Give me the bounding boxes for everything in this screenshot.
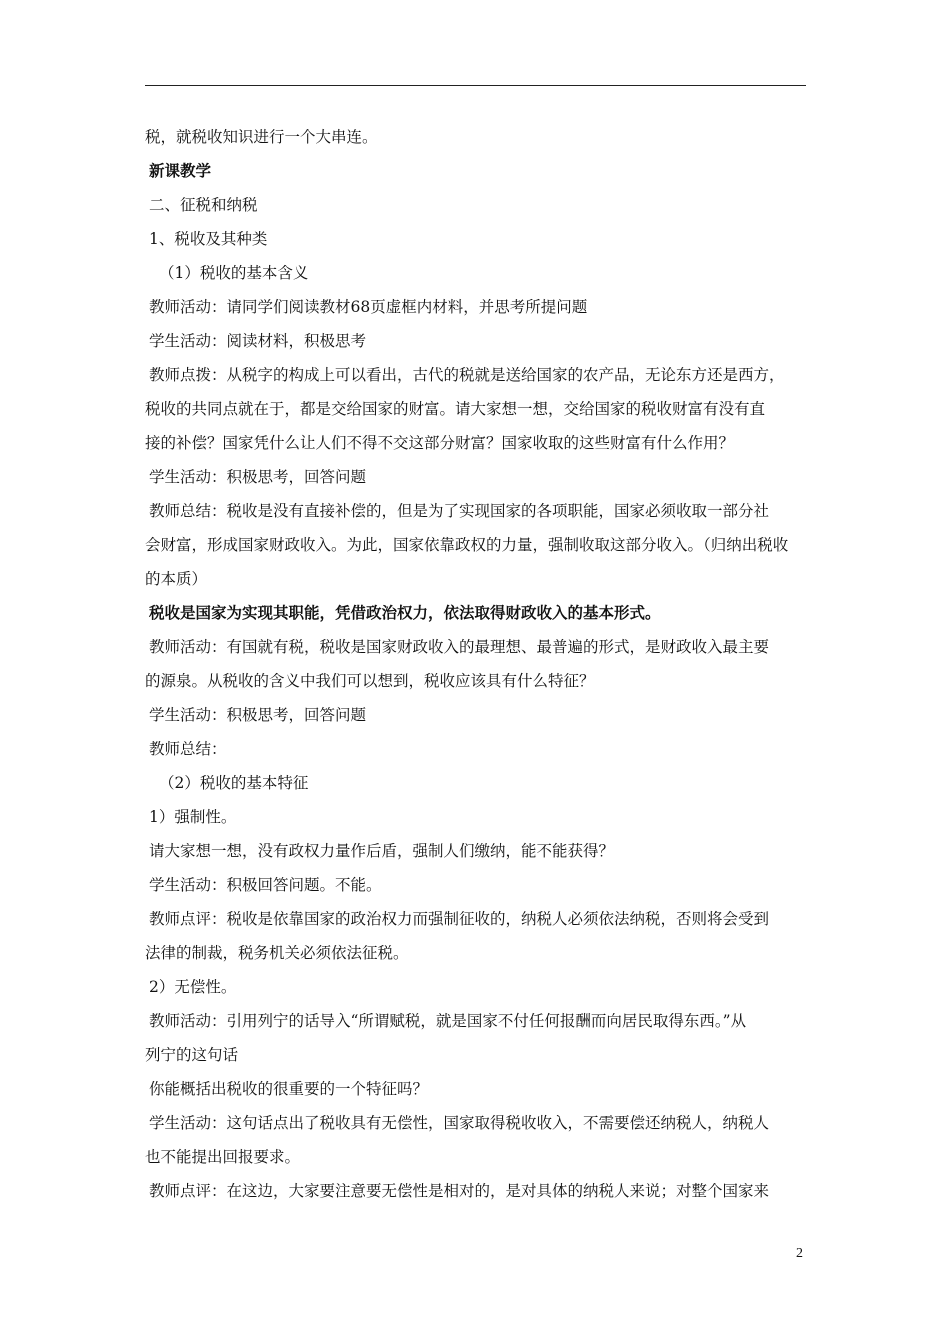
paragraph-line: 教师点拨：从税字的构成上可以看出，古代的税就是送给国家的农产品，无论东方还是西方， bbox=[149, 366, 785, 384]
paragraph-line: 学生活动：积极回答问题。不能。 bbox=[149, 876, 382, 894]
paragraph-line: 法律的制裁，税务机关必须依法征税。 bbox=[145, 944, 409, 962]
paragraph-line: 教师活动：请同学们阅读教材68页虚框内材料，并思考所提问题 bbox=[149, 298, 588, 316]
paragraph-line: 的源泉。从税收的含义中我们可以想到，税收应该具有什么特征？ bbox=[145, 672, 595, 690]
paragraph-line: 教师活动：引用列宁的话导入“所谓赋税，就是国家不付任何报酬而向居民取得东西。”从 bbox=[149, 1012, 747, 1030]
definition-line: 税收是国家为实现其职能，凭借政治权力，依法取得财政收入的基本形式。 bbox=[149, 604, 661, 622]
paragraph-line: 教师总结： bbox=[149, 740, 227, 758]
subsection-title: （2）税收的基本特征 bbox=[159, 774, 309, 792]
paragraph-line: 税收的共同点就在于，都是交给国家的财富。请大家想一想，交给国家的税收财富有没有直 bbox=[145, 400, 766, 418]
subsection-title: （1）税收的基本含义 bbox=[159, 264, 309, 282]
list-item-title: 2）无偿性。 bbox=[149, 978, 237, 996]
paragraph-line: 学生活动：积极思考，回答问题 bbox=[149, 468, 367, 486]
paragraph-line: 学生活动：积极思考，回答问题 bbox=[149, 706, 367, 724]
paragraph-line: 税，就税收知识进行一个大串连。 bbox=[145, 128, 378, 146]
paragraph-line: 列宁的这句话 bbox=[145, 1046, 239, 1064]
page-number: 2 bbox=[796, 1246, 803, 1261]
paragraph-line: 教师总结：税收是没有直接补偿的，但是为了实现国家的各项职能，国家必须收取一部分社 bbox=[149, 502, 770, 520]
paragraph-line: 请大家想一想，没有政权力量作后盾，强制人们缴纳，能不能获得？ bbox=[149, 842, 615, 860]
header-rule bbox=[145, 85, 806, 86]
section-title: 二、征税和纳税 bbox=[149, 196, 258, 214]
paragraph-line: 学生活动：阅读材料，积极思考 bbox=[149, 332, 367, 350]
document-body bbox=[145, 120, 810, 1208]
paragraph-line: 接的补偿？国家凭什么让人们不得不交这部分财富？国家收取的这些财富有什么作用？ bbox=[145, 434, 735, 452]
paragraph-line: 教师点评：税收是依靠国家的政治权力而强制征收的，纳税人必须依法纳税，否则将会受到 bbox=[149, 910, 770, 928]
paragraph-line: 会财富，形成国家财政收入。为此，国家依靠政权的力量，强制收取这部分收入。（归纳出税收 bbox=[145, 536, 789, 554]
paragraph-line: 教师活动：有国就有税，税收是国家财政收入的最理想、最普遍的形式，是财政收入最主要 bbox=[149, 638, 770, 656]
paragraph-line: 学生活动：这句话点出了税收具有无偿性，国家取得税收收入，不需要偿还纳税人，纳税人 bbox=[149, 1114, 770, 1132]
list-item-title: 1）强制性。 bbox=[149, 808, 237, 826]
subsection-title: 1、税收及其种类 bbox=[149, 230, 268, 248]
paragraph-line: 教师点评：在这边，大家要注意要无偿性是相对的，是对具体的纳税人来说；对整个国家来 bbox=[149, 1182, 770, 1200]
paragraph-line: 的本质） bbox=[145, 570, 208, 588]
section-heading: 新课教学 bbox=[149, 162, 212, 180]
paragraph-line: 你能概括出税收的很重要的一个特征吗？ bbox=[149, 1080, 429, 1098]
paragraph-line: 也不能提出回报要求。 bbox=[145, 1148, 301, 1166]
